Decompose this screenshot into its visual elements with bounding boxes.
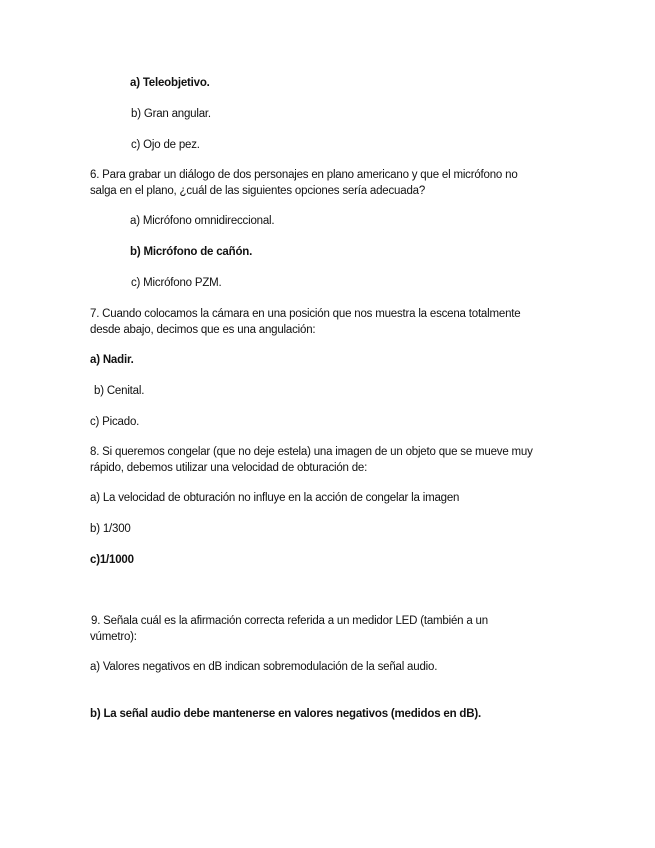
q9-option-a: a) Valores negativos en dB indican sobremodulación de la señal audio. [90,661,438,673]
q7-option-c: c) Picado. [90,416,140,428]
q6-option-c: c) Micrófono PZM. [131,277,222,289]
q5-option-a: a) Teleobjetivo. [130,77,210,89]
q9-question-line1: 9. Señala cuál es la afirmación correcta referida a un medidor LED (también a un [91,615,488,627]
q8-option-a: a) La velocidad de obturación no influye en la acción de congelar la imagen [90,492,460,504]
q6-question-line1: 6. Para grabar un diálogo de dos personajes en plano americano y que el micrófono no [90,169,518,181]
q6-question-line2: salga en el plano, ¿cuál de las siguientes opciones sería adecuada? [90,185,426,197]
q9-option-b: b) La señal audio debe mantenerse en valores negativos (medidos en dB). [90,708,481,720]
q8-option-c: c)1/1000 [90,554,134,566]
q6-option-b: b) Micrófono de cañón. [130,246,253,258]
q7-question-line1: 7. Cuando colocamos la cámara en una posición que nos muestra la escena totalmente [90,308,521,320]
q5-option-c: c) Ojo de pez. [131,139,200,151]
q7-option-b: b) Cenital. [94,385,145,397]
q6-option-a: a) Micrófono omnidireccional. [130,215,275,227]
q8-question-line1: 8. Si queremos congelar (que no deje estela) una imagen de un objeto que se mueve muy [90,446,533,458]
q7-question-line2: desde abajo, decimos que es una angulación: [90,324,316,336]
q8-question-line2: rápido, debemos utilizar una velocidad de obturación de: [90,462,368,474]
q9-question-line2: vúmetro): [90,631,137,643]
q5-option-b: b) Gran angular. [131,108,211,120]
q8-option-b: b) 1/300 [90,523,131,535]
q7-option-a: a) Nadir. [90,354,134,366]
